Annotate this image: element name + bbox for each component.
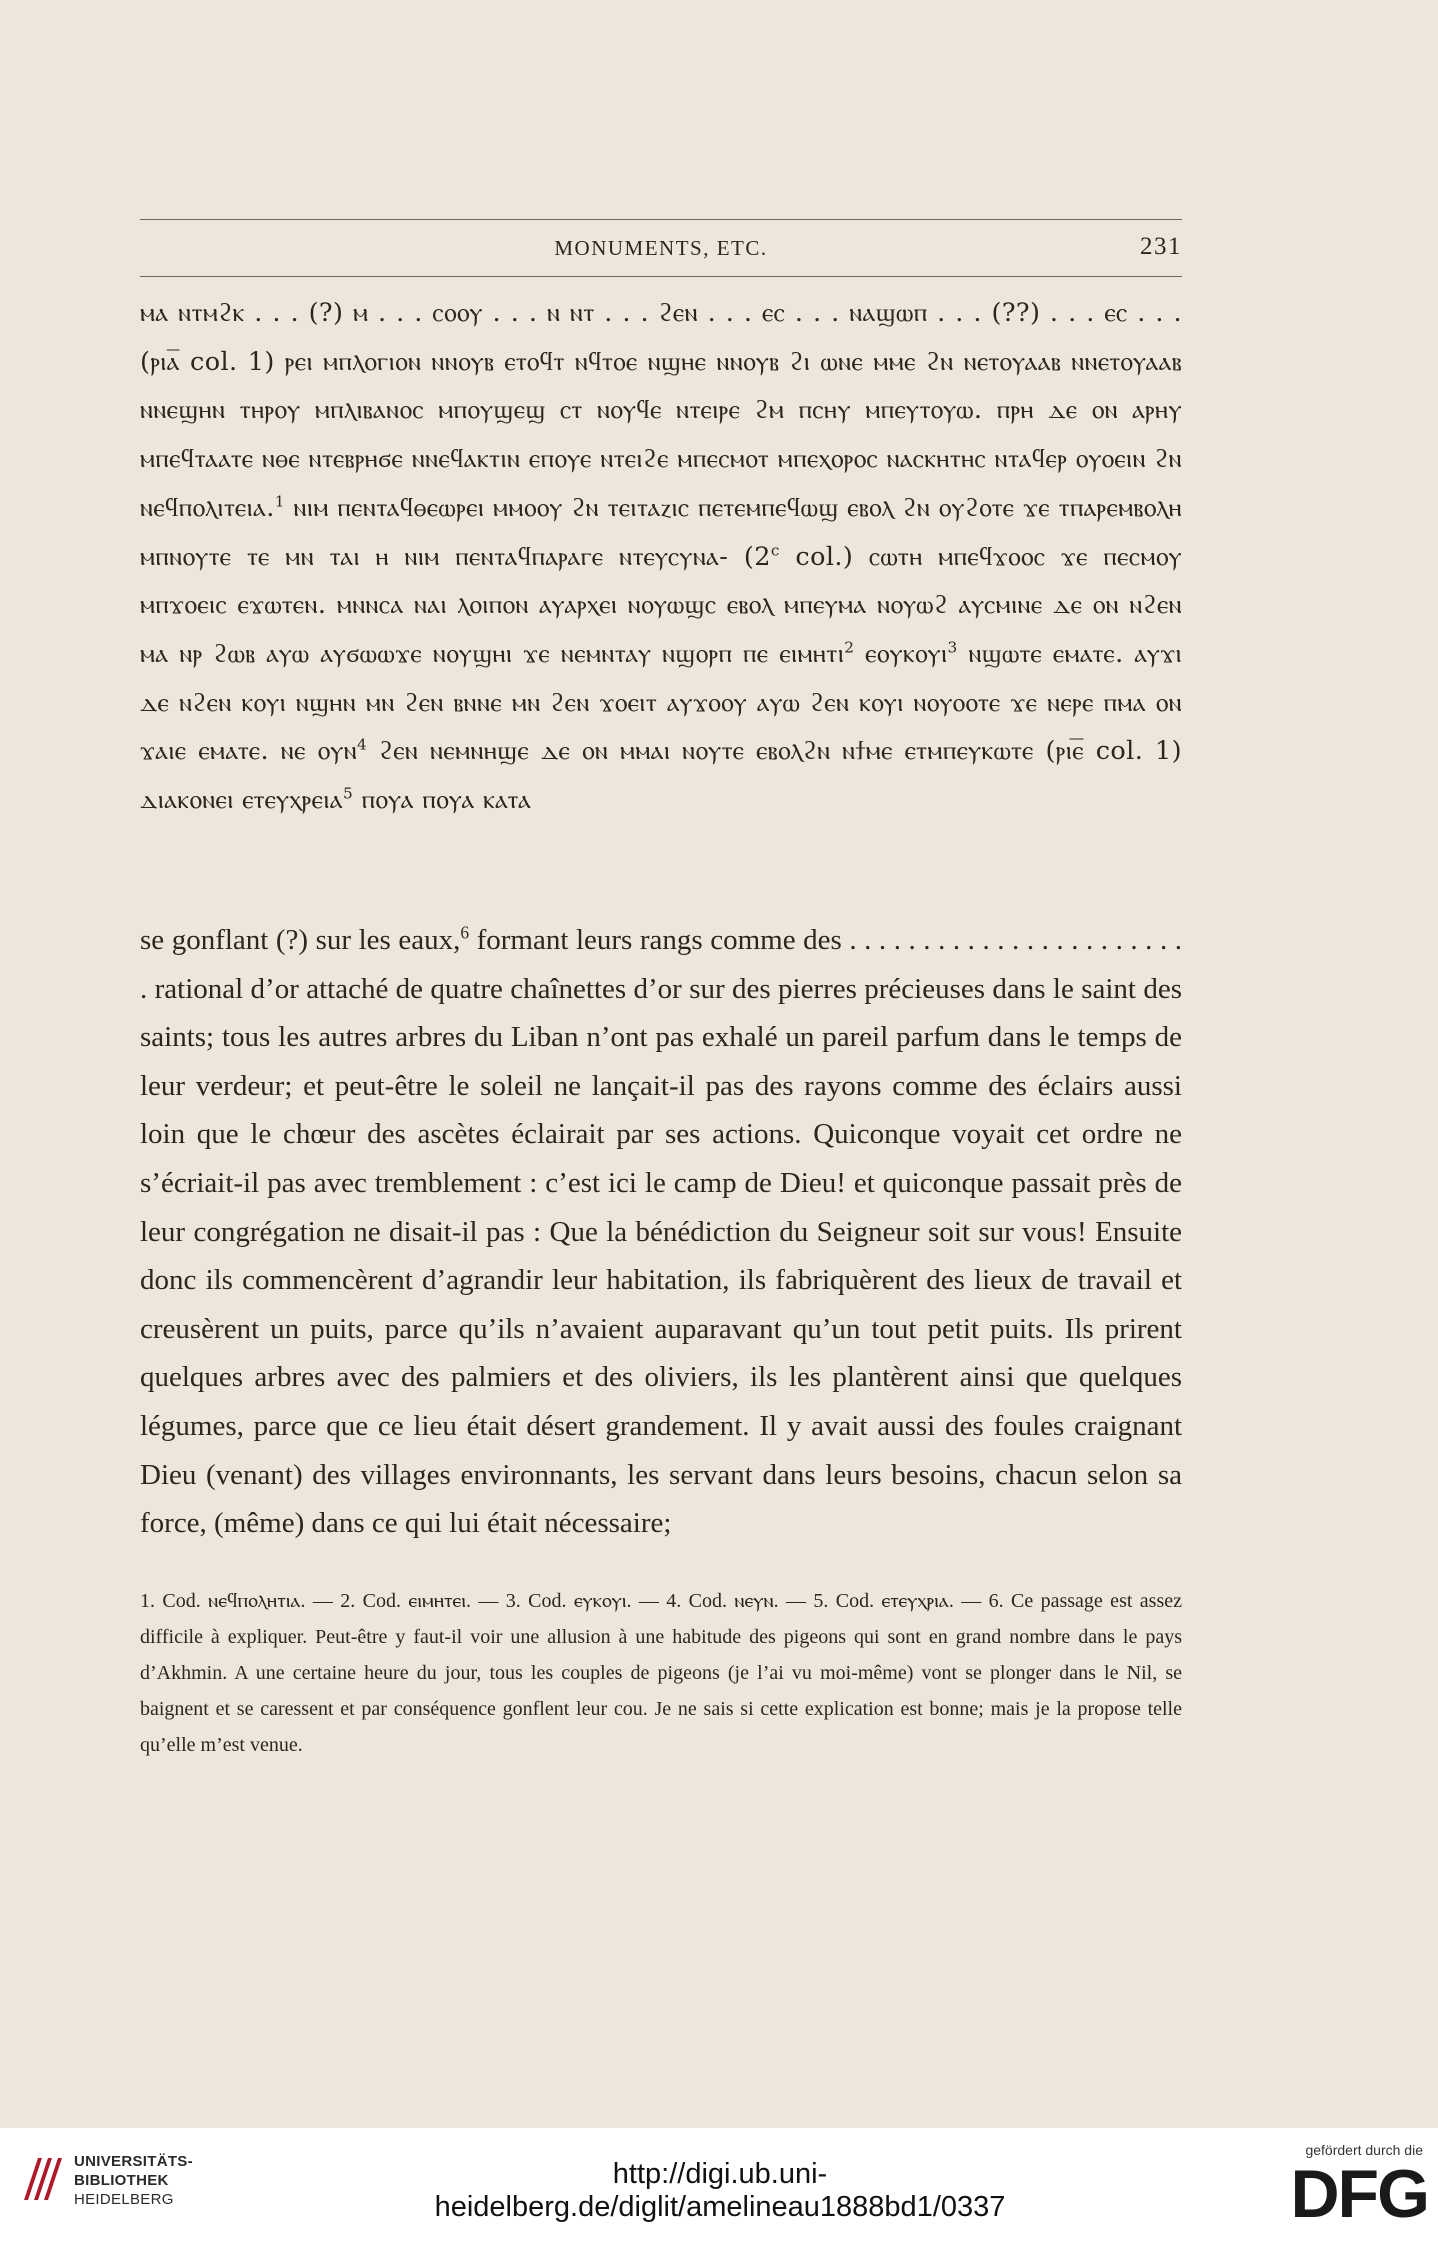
coptic-text-7: ⲡⲟⲩⲁ ⲡⲟⲩⲁ ⲕⲁⲧⲁ <box>353 785 532 816</box>
coptic-text-6: ϩⲉⲛ ⲛⲉⲙⲛⲏϣⲉ ⲇⲉ ⲟⲛ ⲙⲙⲁⲓ ⲛⲟⲩⲧⲉ ⲉⲃⲟⲗϩⲛ ⲛϯⲙⲉ ⲉⲧⲙⲡⲉⲩⲕⲱⲧⲉ (ⲣⲓⲉ̅ col. 1) ⲇⲓⲁⲕⲟⲛⲉⲓ ⲉⲧⲉⲩⲭⲣⲉⲓⲁ <box>140 736 1182 816</box>
coptic-text-4: ⲉⲟⲩⲕⲟⲩⲓ <box>854 638 948 669</box>
header-title: MONUMENTS, ETC. <box>554 236 768 260</box>
french-text-2: formant leurs rangs comme des . . . . . . . . . . . . . . . . . . . . . . . . rational d’or attaché de quatre chaînettes d’or sur des pierres précieuses dans le saint des saints; tous les autres arbres du Liban n’ont pas exhalé un pareil parfum dans le temps de leur verdeur; et peut-être le soleil ne lançait-il pas des rayons comme des éclairs aussi loin que le chœur des ascètes éclairait par ses actions. Quiconque voyait cet ordre ne s’écriait-il pas avec tremblement : c’est ici le camp de Dieu! et quiconque passait près de leur congrégation ne disait-il pas : Que la bénédiction du Seigneur soit sur vous! Ensuite donc ils commencèrent d’agrandir leur habitation, ils fabriquèrent des lieux de travail et creusèrent un puits, parce qu’ils n’avaient auparavant qu’un tout petit puits. Ils prirent quelques arbres avec des palmiers et des oliviers, ils les plantèrent ainsi que quelques légumes, parce que ce lieu était désert grandement. Il y avait aussi des foules craignant Dieu (venant) des villages environnants, les servant dans leurs besoins, chacun selon sa force, (même) dans ce qui lui était nécessaire; <box>140 924 1182 1540</box>
funder-name: DFG <box>1290 2156 1428 2232</box>
footnotes-text: 1. Cod. ⲛⲉϥⲡⲟⲗⲏⲧⲓⲁ. — 2. Cod. ⲉⲓⲙⲏⲧⲉⲓ. — 3. Cod. ⲉⲩⲕⲟⲩⲓ. — 4. Cod. ⲛⲉⲩⲛ. — 5. Cod. ⲉⲧⲉⲩⲭⲣⲓⲁ. — 6. Ce passage est assez difficile à expliquer. Peut-être y faut-il voir une allusion à une habitude des pigeons qui sont en grand nombre dans le pays d’Akhmin. A une certaine heure du jour, tous les couples de pigeons (je l’ai vu moi-même) vont se plonger dans le Nil, se baignent et se caressent et par conséquence gonflent leur cou. Je ne sais si cette explication est bonne; mais je la propose telle qu’elle m’est venue. <box>140 1590 1182 1756</box>
header-rule-top <box>140 219 1182 220</box>
french-paragraph <box>140 916 1182 1548</box>
digitization-footer <box>0 2128 1438 2255</box>
library-name-line2: BIBLIOTHEK <box>74 2172 169 2189</box>
footnotes <box>140 1583 1182 1763</box>
french-text-1: se gonflant (?) sur les eaux, <box>140 924 461 956</box>
coptic-passage <box>140 289 1182 825</box>
running-header <box>140 233 1182 266</box>
funder-label: gefördert durch die <box>1305 2142 1423 2158</box>
footnote-mark-5: 5 <box>342 784 354 803</box>
permalink-url[interactable]: http://digi.ub.uni-heidelberg.de/diglit/amelineau1888bd1/0337 <box>434 2158 1006 2223</box>
coptic-text: ⲙⲁ ⲛⲧⲙϩⲕ . . . (?) ⲙ . . . ⲥⲟⲟⲩ . . . ⲛ ⲛⲧ . . . ϩⲉⲛ . . . ⲉⲥ . . . ⲛⲁϣⲱⲡ . . . (??) . . . ⲉⲥ . . . (ⲣⲓⲁ̅ col. 1) ⲣⲉⲓ ⲙⲡⲗⲟⲅⲓⲟⲛ ⲛⲛⲟⲩⲃ ⲉⲧⲟϥⲧ ⲛϥⲧⲟⲉ ⲛϣⲏⲉ ⲛⲛⲟⲩⲃ ϩⲓ ⲱⲛⲉ ⲙⲙⲉ ϩⲛ ⲛⲉⲧⲟⲩⲁⲁⲃ ⲛⲛⲉⲧⲟⲩⲁⲁⲃ ⲛⲛⲉϣⲏⲛ ⲧⲏⲣⲟⲩ ⲙⲡⲗⲓⲃⲁⲛⲟⲥ ⲙⲡⲟⲩϣⲉϣ ⲥⲧ ⲛⲟⲩϥⲉ ⲛⲧⲉⲓⲣⲉ ϩⲙ ⲡⲥⲏⲩ ⲙⲡⲉⲩⲧⲟⲩⲱ. ⲡⲣⲏ ⲇⲉ ⲟⲛ ⲁⲣⲏⲩ ⲙⲡⲉϥⲧⲁⲁⲧⲉ ⲛⲑⲉ ⲛⲧⲉⲃⲣⲏϭⲉ ⲛⲛⲉϥⲁⲕⲧⲓⲛ ⲉⲡⲟⲩⲉ ⲛⲧⲉⲓϩⲉ ⲙⲡⲉⲥⲙⲟⲧ ⲙⲡⲉⲭⲟⲣⲟⲥ ⲛⲁⲥⲕⲏⲧⲏⲥ ⲛⲧⲁϥⲉⲣ ⲟⲩⲟⲉⲓⲛ ϩⲛ ⲛⲉϥⲡⲟⲗⲓⲧⲉⲓⲁ. <box>140 298 1182 523</box>
footnote-mark-2: 2 <box>844 638 855 657</box>
library-emblem-icon <box>18 2152 64 2206</box>
header-rule-bottom <box>140 276 1182 277</box>
column-mark: c <box>770 541 780 560</box>
university-library-logo[interactable] <box>18 2148 198 2218</box>
footnote-mark-3: 3 <box>947 638 958 657</box>
dfg-logo[interactable] <box>1268 2142 1428 2246</box>
library-name-line1: UNIVERSITÄTS- <box>74 2153 193 2170</box>
footnote-mark-1: 1 <box>274 492 285 511</box>
page-number: 231 <box>1140 233 1182 260</box>
library-name-line3: HEIDELBERG <box>74 2191 174 2208</box>
coptic-paragraph <box>140 289 1182 825</box>
coptic-text-3: col.) ⲥⲱⲧⲏ ⲙⲡⲉϥϫⲟⲟⲥ ϫⲉ ⲡⲉⲥⲙⲟⲩ ⲙⲡϫⲟⲉⲓⲥ ⲉϫⲱⲧⲉⲛ. ⲙⲛⲛⲥⲁ ⲛⲁⲓ ⲗⲟⲓⲡⲟⲛ ⲁⲩⲁⲣⲭⲉⲓ ⲛⲟⲩⲱϣⲥ ⲉⲃⲟⲗ ⲙⲡⲉⲩⲙⲁ ⲛⲟⲩⲱϩ ⲁⲩⲥⲙⲓⲛⲉ ⲇⲉ ⲟⲛ ⲛϩⲉⲛ ⲙⲁ ⲛⲣ ϩⲱⲃ ⲁⲩⲱ ⲁⲩϭⲱⲱϫⲉ ⲛⲟⲩϣⲏⲓ ϫⲉ ⲛⲉⲙⲛⲧⲁⲩ ⲛϣⲟⲣⲡ ⲡⲉ ⲉⲓⲙⲏⲧⲓ <box>140 541 1182 669</box>
coptic-text-5: ⲛϣⲱⲧⲉ ⲉⲙⲁⲧⲉ. ⲁⲩϫⲓ ⲇⲉ ⲛϩⲉⲛ ⲕⲟⲩⲓ ⲛϣⲏⲛ ⲙⲛ ϩⲉⲛ ⲃⲛⲛⲉ ⲙⲛ ϩⲉⲛ ϫⲟⲉⲓⲧ ⲁⲩϫⲟⲟⲩ ⲁⲩⲱ ϩⲉⲛ ⲕⲟⲩⲓ ⲛⲟⲩⲟⲟⲧⲉ ϫⲉ ⲛⲉⲣⲉ ⲡⲙⲁ ⲟⲛ ϫⲁⲓⲉ ⲉⲙⲁⲧⲉ. ⲛⲉ ⲟⲩⲛ <box>140 638 1182 767</box>
coptic-text-2: ⲛⲓⲙ ⲡⲉⲛⲧⲁϥⲑⲉⲱⲣⲉⲓ ⲙⲙⲟⲟⲩ ϩⲛ ⲧⲉⲓⲧⲁⲍⲓⲥ ⲡⲉⲧⲉⲙⲡⲉϥⲱϣ ⲉⲃⲟⲗ ϩⲛ ⲟⲩϩⲟⲧⲉ ϫⲉ ⲧⲡⲁⲣⲉⲙⲃⲟⲗⲏ ⲙⲡⲛⲟⲩⲧⲉ ⲧⲉ ⲙⲛ ⲧⲁⲓ ⲏ ⲛⲓⲙ ⲡⲉⲛⲧⲁϥⲡⲁⲣⲁⲅⲉ ⲛⲧⲉⲩⲥⲩⲛⲁ- (2 <box>140 492 1182 572</box>
footnote-mark-4: 4 <box>357 735 368 754</box>
footnote-mark-6: 6 <box>460 922 470 943</box>
french-translation <box>140 916 1182 1548</box>
